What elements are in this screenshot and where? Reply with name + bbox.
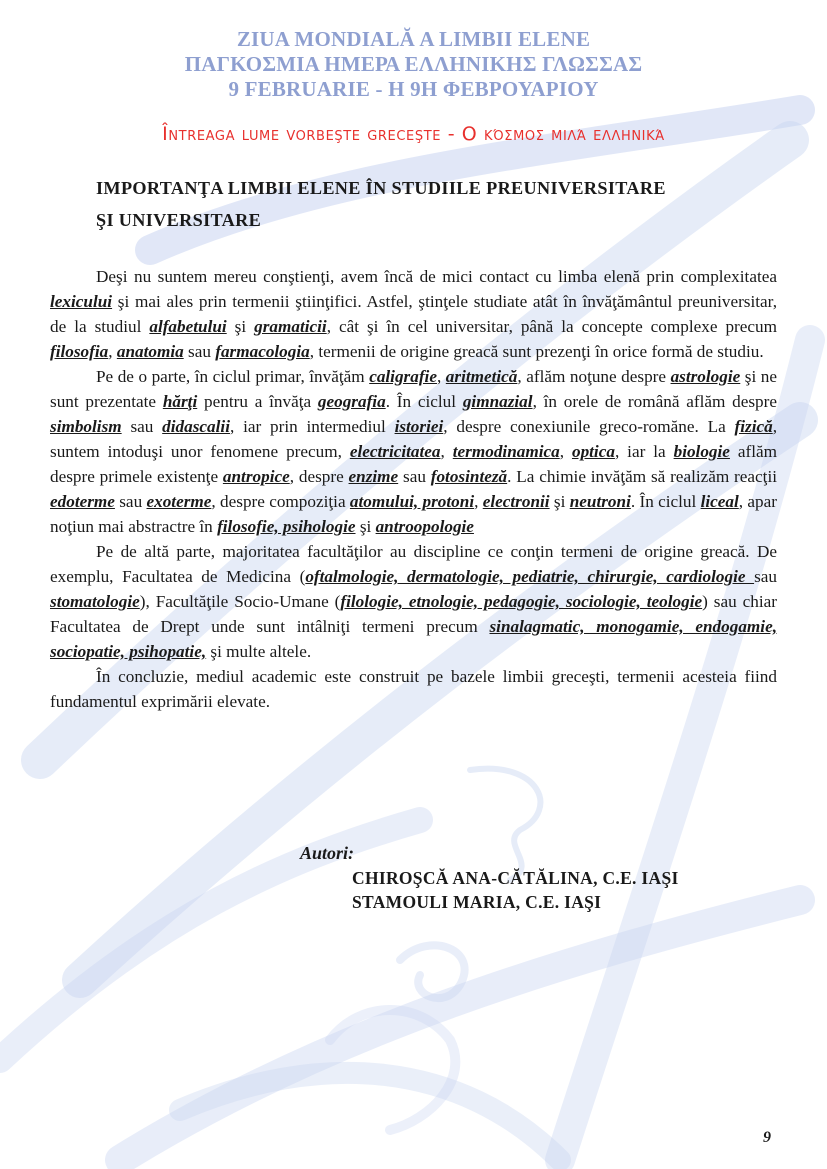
paragraph-text: Pe de altă parte, majoritatea facultăţilor au discipline ce conţin termeni de origine greacă. De exemplu, Facultatea de Medicina (	[50, 542, 777, 586]
paragraph-text: , în orele de română aflăm despre	[532, 392, 777, 411]
paragraph-text: şi mai ales prin termenii ştiinţifici. Astfel, ştinţele studiate atât în învăţământul preuniversitar, de la studiul	[50, 292, 777, 336]
author-name: STAMOULI MARIA, C.E. IAŞI	[352, 892, 602, 912]
greek-term: hărţi	[162, 392, 198, 411]
paragraph-text: sau	[754, 567, 777, 586]
article-title-line2: ŞI UNIVERSITARE	[96, 210, 262, 230]
greek-term: fotosinteză	[430, 467, 508, 486]
paragraph-text: . În ciclul	[385, 392, 463, 411]
greek-term: aritmetică	[445, 367, 518, 386]
greek-term: simbolism	[50, 417, 122, 436]
paragraph-text: ,	[108, 342, 117, 361]
paragraph-text: sau	[114, 492, 147, 511]
greek-term: biologie	[673, 442, 730, 461]
paragraph-text: sau	[183, 342, 216, 361]
header-line-greek: ΠΑΓΚΟΣΜΙΑ ΗΜΕΡΑ ΕΛΛΗΝΙΚΗΣ ΓΛΩΣΣΑΣ	[184, 52, 643, 76]
paragraph-text: ,	[436, 367, 446, 386]
greek-term: gramaticii	[254, 317, 327, 336]
greek-term: electricitatea	[349, 442, 441, 461]
paragraph-text: , apar noţiun mai abstractre în	[50, 492, 777, 536]
article-body	[50, 264, 777, 714]
page-number: 9	[763, 1129, 771, 1146]
greek-term: istoriei	[394, 417, 444, 436]
article-paragraph	[50, 364, 777, 539]
greek-term: electronii	[482, 492, 550, 511]
header-motto: Întreaga lume vorbeşte greceşte - Ο κόσμος μιλά ελληνικά	[162, 123, 665, 145]
greek-term: oftalmologie, dermatologie, pediatrie, chirurgie, cardiologie	[305, 567, 755, 586]
paragraph-text: , aflăm noţune despre	[517, 367, 671, 386]
greek-term: filosofia	[50, 342, 109, 361]
greek-term: caligrafie	[369, 367, 437, 386]
paragraph-text: aflăm despre primele existenţe	[50, 442, 778, 486]
greek-term: termodinamica	[452, 442, 560, 461]
paragraph-text: şi	[549, 492, 570, 511]
greek-term: gimnazial	[462, 392, 533, 411]
paragraph-text: şi ne sunt prezentate	[50, 367, 778, 411]
paragraph-text: sau	[121, 417, 163, 436]
greek-term: antroopologie	[375, 517, 474, 536]
paragraph-text: ,	[474, 492, 483, 511]
paragraph-text: Pe de o parte, în ciclul primar, învăţăm	[96, 367, 370, 386]
greek-term: lexicului	[50, 292, 113, 311]
greek-term: antropice	[222, 467, 290, 486]
paragraph-text: , despre conexiunile greco-romăne. La	[443, 417, 735, 436]
greek-term: astrologie	[670, 367, 741, 386]
paragraph-text: ) sau chiar Facultatea de Drept unde sunt intâlniţi termeni precum	[50, 592, 777, 636]
paragraph-text: şi	[355, 517, 376, 536]
greek-term: alfabetului	[149, 317, 227, 336]
greek-term: farmacologia	[215, 342, 310, 361]
paragraph-text: . La chimie invăţăm să realizăm reacţii	[507, 467, 777, 486]
greek-term: exoterme	[146, 492, 212, 511]
greek-term: sinalagmatic, monogamie, endogamie, sociopatie, psihopatie,	[50, 617, 777, 661]
greek-term: liceal	[700, 492, 739, 511]
header-date: 9 FEBRUARIE - Η 9Η ΦΕΒΡΟΥΑΡΙΟΥ	[228, 77, 599, 101]
greek-term: enzime	[348, 467, 399, 486]
greek-term: filosofie, psihologie	[217, 517, 356, 536]
paragraph-text: , suntem intoduşi unor fenomene precum,	[50, 417, 777, 461]
paragraph-text: şi multe altele.	[206, 642, 312, 661]
authors-label: Autori:	[300, 843, 355, 863]
paragraph-text: , cât şi în cel universitar, până la concepte complexe precum	[326, 317, 777, 336]
greek-term: stomatologie	[50, 592, 140, 611]
greek-term: atomului, protoni	[349, 492, 475, 511]
header-line-romanian: ZIUA MONDIALĂ A LIMBII ELENE	[236, 27, 591, 51]
paragraph-text: Deşi nu suntem mereu conştienţi, avem încă de mici contact cu limba elenă prin complexitatea	[96, 267, 777, 286]
article-paragraph	[50, 664, 777, 714]
article-title-line1: IMPORTANŢA LIMBII ELENE ÎN STUDIILE PREUNIVERSITARE	[96, 178, 666, 198]
paragraph-text: , iar prin intermediul	[229, 417, 395, 436]
article-title	[96, 172, 786, 236]
paragraph-text: În concluzie, mediul academic este construit pe bazele limbii greceşti, termenii acesteia fiind fundamentul exprimării elevate.	[50, 667, 777, 711]
paragraph-text: , despre compoziţia	[211, 492, 350, 511]
paragraph-text: , termenii de origine greacă sunt prezenţi în orice formă de studiu.	[309, 342, 764, 361]
greek-term: didascalii	[162, 417, 230, 436]
article-paragraph	[50, 539, 777, 664]
greek-term: anatomia	[116, 342, 184, 361]
paragraph-text: , iar la	[614, 442, 674, 461]
paragraph-text: . În ciclul	[630, 492, 701, 511]
paragraph-text: şi	[226, 317, 255, 336]
paragraph-text: ,	[559, 442, 572, 461]
greek-term: neutroni	[569, 492, 631, 511]
paragraph-text: ), Facultăţile Socio-Umane (	[139, 592, 341, 611]
greek-term: optica	[571, 442, 615, 461]
greek-term: fizică	[734, 417, 773, 436]
author-name: CHIROŞCĂ ANA-CĂTĂLINA, C.E. IAŞI	[352, 868, 679, 888]
article-paragraph	[50, 264, 777, 364]
paragraph-text: ,	[440, 442, 453, 461]
greek-term: edoterme	[50, 492, 115, 511]
paragraph-text: pentru a învăţa	[197, 392, 318, 411]
greek-term: geografia	[317, 392, 386, 411]
paragraph-text: sau	[398, 467, 431, 486]
greek-term: filologie, etnologie, pedagogie, sociologie, teologie	[340, 592, 703, 611]
paragraph-text: , despre	[289, 467, 349, 486]
